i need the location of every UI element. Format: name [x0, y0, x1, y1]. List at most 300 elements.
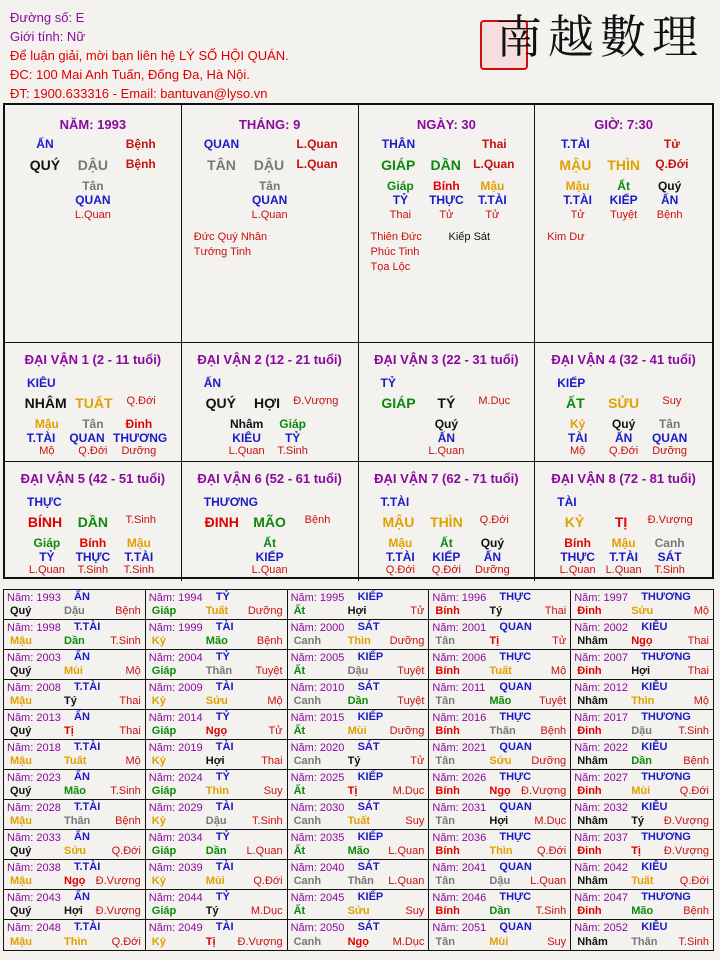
- pillar-title: GIỜ: 7:30: [594, 117, 654, 132]
- year-ten-god: THƯƠNG: [641, 651, 691, 663]
- year-stem: Nhâm: [577, 936, 608, 948]
- year-stage: Bệnh: [115, 815, 141, 827]
- year-stem: Bính: [435, 845, 460, 857]
- year-branch: Dần: [64, 635, 85, 647]
- year-cell: [429, 800, 571, 830]
- year-label: Năm: 2044: [148, 892, 203, 904]
- hidden-stage: L.Quan: [74, 209, 111, 221]
- year-stage: Thai: [119, 725, 141, 737]
- year-ten-god: THƯƠNG: [641, 891, 691, 903]
- year-stem: Tân: [435, 936, 455, 948]
- year-branch: Thìn: [347, 635, 371, 647]
- hidden-stem: Kỷ: [569, 417, 586, 431]
- hidden-stage: T.Sinh: [123, 564, 155, 576]
- ten-god: T.TÀI: [561, 137, 590, 151]
- year-label: Năm: 2010: [290, 682, 345, 694]
- hidden-row: [182, 209, 358, 221]
- year-cell: [288, 710, 430, 740]
- heavenly-stem: MẬU: [559, 157, 592, 173]
- year-ten-god: THỰC: [499, 711, 532, 723]
- year-label: Năm: 2004: [148, 652, 203, 664]
- hidden-god: T.TÀI: [26, 431, 56, 445]
- year-cell: [146, 800, 288, 830]
- earthly-branch: MÃO: [253, 514, 286, 530]
- year-stage: Dưỡng: [389, 725, 425, 737]
- year-stem: Kỷ: [151, 635, 166, 647]
- year-stage: Bệnh: [540, 725, 567, 737]
- year-cell: [146, 830, 288, 860]
- year-label: Năm: 2037: [574, 832, 628, 844]
- year-branch: Dậu: [64, 605, 85, 617]
- year-ten-god: THƯƠNG: [641, 771, 691, 783]
- year-label: Năm: 2018: [7, 742, 61, 754]
- year-branch: Mùi: [631, 785, 651, 797]
- hidden-stage: T.Sinh: [77, 564, 109, 576]
- hidden-stage: L.Quan: [559, 564, 596, 576]
- year-branch: Thân: [64, 815, 91, 827]
- hidden-stem: Ất: [263, 536, 276, 550]
- year-ten-god: T.TÀI: [74, 681, 101, 693]
- year-stem: Tân: [435, 635, 455, 647]
- hidden-row: [359, 536, 535, 550]
- year-branch: Thìn: [64, 936, 88, 948]
- earthly-branch: DẬU: [77, 157, 109, 173]
- year-cell: [571, 920, 713, 950]
- year-branch: Tý: [64, 695, 77, 707]
- year-branch: Tuất: [347, 815, 370, 827]
- year-stem: Quý: [10, 845, 32, 857]
- hidden-stem: Đinh: [125, 417, 153, 431]
- year-branch: Hợi: [631, 665, 651, 677]
- heavenly-stem: MẬU: [382, 514, 415, 530]
- year-stage: T.Sinh: [678, 936, 709, 948]
- year-ten-god: QUAN: [499, 801, 532, 813]
- pillar-cell: [359, 105, 536, 343]
- hidden-god: ẤN: [483, 550, 502, 564]
- life-stage: Tử: [663, 137, 680, 151]
- year-ten-god: TỶ: [215, 771, 230, 783]
- year-stem: Giáp: [151, 605, 177, 617]
- year-label: Năm: 2007: [574, 652, 628, 664]
- year-cell: [146, 770, 288, 800]
- year-stem: Đinh: [577, 605, 602, 617]
- hidden-stage: L.Quan: [605, 564, 642, 576]
- year-cell: [288, 920, 430, 950]
- hidden-stem: Mậu: [34, 417, 59, 431]
- year-ten-god: TỶ: [215, 651, 230, 663]
- heavenly-stem: GIÁP: [381, 395, 416, 411]
- pillar-title: THÁNG: 9: [238, 117, 301, 132]
- year-label: Năm: 2048: [7, 922, 61, 934]
- year-label: Năm: 2046: [432, 892, 487, 904]
- ten-god: QUAN: [203, 137, 240, 151]
- heavenly-stem: ĐINH: [204, 514, 239, 530]
- dai-van-cell: [5, 462, 182, 581]
- year-stage: Tuyệt: [255, 665, 283, 677]
- hidden-row: [359, 209, 535, 221]
- hidden-stage: T.Sinh: [277, 445, 308, 457]
- year-stem: Bính: [435, 725, 460, 737]
- year-ten-god: THỰC: [499, 771, 532, 783]
- year-label: Năm: 2032: [574, 802, 628, 814]
- hidden-stem: Nhâm: [229, 417, 264, 431]
- dai-van-god: T.TÀI: [380, 495, 410, 509]
- year-stage: Đ.Vượng: [663, 845, 709, 857]
- hidden-row: [5, 550, 181, 564]
- spacer: [73, 137, 113, 151]
- branch-stage: Đ.Vượng: [647, 514, 693, 526]
- year-label: Năm: 2034: [148, 832, 203, 844]
- year-branch: Sửu: [64, 845, 87, 857]
- year-cell: [288, 770, 430, 800]
- hidden-row: [359, 417, 535, 431]
- hidden-row: [359, 445, 535, 457]
- pillar-god-row: [535, 137, 712, 151]
- pillar-stem-branch-row: [359, 157, 535, 173]
- hidden-god: QUAN: [251, 193, 288, 207]
- year-ten-god: SÁT: [357, 801, 380, 813]
- header-info: [10, 8, 480, 103]
- year-label: Năm: 1994: [148, 592, 203, 604]
- year-stage: Q.Đới: [679, 785, 709, 797]
- year-label: Năm: 2014: [148, 712, 203, 724]
- gender-line: Giới tính: Nữ: [10, 29, 86, 44]
- year-cell: [429, 740, 571, 770]
- year-ten-god: KIẾP: [357, 891, 384, 903]
- year-ten-god: SÁT: [357, 621, 380, 633]
- year-stage: Mộ: [550, 665, 567, 677]
- hidden-stage: Tuyệt: [610, 209, 638, 221]
- year-stem: Bính: [435, 665, 460, 677]
- year-ten-god: TÀI: [215, 921, 234, 933]
- earthly-branch: DẦN: [77, 514, 109, 530]
- year-stem: Đinh: [577, 905, 602, 917]
- hidden-stem: Mậu: [611, 536, 636, 550]
- year-ten-god: SÁT: [357, 681, 380, 693]
- year-stem: Ất: [293, 665, 306, 677]
- year-branch: Sửu: [205, 695, 228, 707]
- year-branch: Thân: [205, 665, 233, 677]
- year-stem: Quý: [10, 665, 32, 677]
- pillar-cell: [5, 105, 182, 343]
- pillar-god-row: [5, 137, 181, 151]
- hidden-stage: Q.Đới: [385, 564, 415, 576]
- hidden-stage: T.Sinh: [654, 564, 685, 576]
- year-label: Năm: 1995: [290, 592, 345, 604]
- year-stage: Bệnh: [683, 905, 709, 917]
- hidden-god: ẤN: [660, 193, 679, 207]
- year-branch: Thìn: [631, 695, 655, 707]
- hidden-row: [182, 431, 358, 445]
- dai-van-stem-branch-row: [535, 395, 712, 411]
- year-branch: Dậu: [631, 725, 652, 737]
- dai-van-god: KIẾP: [557, 376, 586, 390]
- dai-van-cell: [5, 343, 182, 462]
- hidden-god: T.TÀI: [563, 193, 592, 207]
- hidden-row: [5, 431, 181, 445]
- pillar-title: NGÀY: 30: [416, 117, 476, 132]
- year-label: Năm: 2029: [148, 802, 203, 814]
- year-ten-god: T.TÀI: [74, 621, 101, 633]
- dai-van-title: ĐẠI VẬN 3 (22 - 31 tuổi): [374, 352, 519, 367]
- year-stem: Giáp: [151, 845, 177, 857]
- year-stem: Canh: [293, 936, 322, 948]
- hidden-god: T.TÀI: [124, 550, 154, 564]
- dai-van-title: ĐẠI VẬN 4 (32 - 41 tuổi): [551, 352, 696, 367]
- dai-van-god: ẤN: [203, 376, 222, 390]
- hidden-stem: Canh: [654, 536, 685, 550]
- hidden-stem: Giáp: [387, 179, 414, 193]
- year-stem: Canh: [293, 635, 322, 647]
- hidden-stem: Bính: [564, 536, 591, 550]
- dai-van-stem-branch-row: [182, 395, 358, 411]
- spacer: [604, 137, 644, 151]
- year-branch: Sửu: [347, 905, 370, 917]
- year-branch: Thân: [347, 875, 374, 887]
- year-ten-god: KIẾP: [357, 831, 384, 843]
- hidden-row: [535, 536, 712, 550]
- dai-van-god: TÀI: [557, 495, 577, 509]
- year-stage: Q.Đới: [111, 936, 141, 948]
- spacer: [426, 137, 466, 151]
- year-branch: Ngọ: [64, 875, 86, 887]
- hidden-god: QUAN: [69, 431, 105, 445]
- year-cell: [146, 860, 288, 890]
- hidden-row: [535, 445, 712, 457]
- year-cell: [146, 650, 288, 680]
- year-stage: Tử: [552, 635, 567, 647]
- year-stage: Bệnh: [115, 605, 141, 617]
- year-branch: Mão: [205, 635, 228, 647]
- hidden-stem: Tân: [82, 179, 104, 193]
- hidden-god: KIẾP: [609, 193, 638, 207]
- year-label: Năm: 2020: [290, 742, 345, 754]
- year-cell: [429, 830, 571, 860]
- year-ten-god: THƯƠNG: [641, 831, 691, 843]
- hidden-stem: Tân: [658, 417, 681, 431]
- year-label: Năm: 2041: [432, 862, 487, 874]
- year-branch: Dậu: [489, 875, 511, 887]
- year-ten-god: KIÊU: [641, 741, 668, 753]
- earthly-branch: TỊ: [614, 514, 628, 530]
- year-stem: Đinh: [577, 845, 602, 857]
- hidden-row: [5, 417, 181, 431]
- hidden-stem: Ất: [440, 536, 453, 550]
- year-stem: Bính: [435, 905, 460, 917]
- hidden-stem: Mậu: [565, 179, 590, 193]
- year-stage: Đ.Vượng: [95, 875, 141, 887]
- dai-van-cell: [535, 343, 712, 462]
- year-cell: [571, 680, 713, 710]
- branch-stage: Q.Đới: [479, 514, 509, 526]
- dai-van-god: TỶ: [380, 376, 396, 390]
- year-stage: Q.Đới: [253, 875, 283, 887]
- year-stage: Mộ: [267, 695, 283, 707]
- year-label: Năm: 2051: [432, 922, 487, 934]
- year-branch: Mùi: [64, 665, 83, 677]
- dai-van-god: THƯƠNG: [203, 495, 258, 509]
- year-cell: [429, 710, 571, 740]
- year-stem: Canh: [293, 875, 322, 887]
- hidden-stage: Q.Đới: [431, 564, 461, 576]
- year-ten-god: TÀI: [215, 681, 234, 693]
- hidden-stem: Quý: [480, 536, 505, 550]
- year-cell: [571, 890, 713, 920]
- year-stem: Mậu: [10, 755, 32, 767]
- hidden-row: [535, 193, 712, 207]
- year-ten-god: TỶ: [215, 591, 230, 603]
- year-label: Năm: 2039: [148, 862, 203, 874]
- year-stage: M.Dục: [392, 936, 425, 948]
- hidden-stage: Dưỡng: [474, 564, 510, 576]
- hidden-row: [5, 445, 181, 457]
- hidden-row: [359, 179, 535, 193]
- hidden-stage: Tử: [570, 209, 585, 221]
- year-ten-god: THỰC: [499, 591, 532, 603]
- year-cell: [429, 770, 571, 800]
- hidden-row: [182, 193, 358, 207]
- year-ten-god: THỰC: [499, 831, 532, 843]
- year-branch: Tị: [347, 785, 358, 797]
- year-branch: Mùi: [205, 875, 225, 887]
- year-stem: Ất: [293, 605, 306, 617]
- year-stage: L.Quan: [246, 845, 283, 857]
- year-stage: Tuyệt: [539, 695, 567, 707]
- year-stage: Bệnh: [256, 635, 283, 647]
- hidden-row: [535, 417, 712, 431]
- hidden-stage: Q.Đới: [609, 445, 639, 457]
- year-stage: Thai: [687, 635, 709, 647]
- hidden-stage: Dưỡng: [121, 445, 157, 457]
- hidden-stem: Bính: [433, 179, 460, 193]
- year-ten-god: TỶ: [215, 711, 230, 723]
- hidden-god: THỰC: [429, 193, 464, 207]
- dai-van-god: THỰC: [27, 495, 62, 509]
- year-ten-god: SÁT: [357, 861, 380, 873]
- dai-van-title: ĐẠI VẬN 1 (2 - 11 tuổi): [24, 352, 162, 367]
- year-branch: Ngọ: [205, 725, 228, 737]
- year-stem: Canh: [293, 815, 322, 827]
- year-branch: Hợi: [347, 605, 367, 617]
- year-cell: [429, 590, 571, 620]
- year-cell: [4, 830, 146, 860]
- heavenly-stem: KỶ: [564, 514, 585, 530]
- earthly-branch: TUẤT: [75, 395, 113, 411]
- year-stem: Mậu: [10, 875, 32, 887]
- hidden-stem: Ất: [617, 179, 630, 193]
- year-stem: Kỷ: [151, 936, 166, 948]
- year-label: Năm: 2023: [7, 772, 61, 784]
- year-label: Năm: 2009: [148, 682, 203, 694]
- four-pillars-grid: [3, 103, 714, 579]
- hidden-stem: Giáp: [33, 536, 61, 550]
- year-branch: Mão: [489, 695, 512, 707]
- year-label: Năm: 2033: [7, 832, 61, 844]
- hidden-row: [182, 179, 358, 193]
- year-ten-god: QUAN: [499, 861, 532, 873]
- year-ten-god: QUAN: [499, 921, 532, 933]
- year-stage: M.Dục: [250, 905, 283, 917]
- year-stem: Ất: [293, 725, 306, 737]
- annual-luck-table: [3, 589, 714, 951]
- hidden-stage: Bệnh: [656, 209, 683, 221]
- life-stage: Thai: [481, 137, 507, 151]
- hidden-stem: Quý: [434, 417, 459, 431]
- year-label: Năm: 2027: [574, 772, 628, 784]
- hidden-stage: Thai: [389, 209, 412, 221]
- year-label: Năm: 2026: [432, 772, 487, 784]
- hidden-god: TỶ: [392, 193, 409, 207]
- pillar-title: NĂM: 1993: [59, 117, 127, 132]
- year-ten-god: ẤN: [74, 591, 90, 603]
- year-branch: Tuất: [64, 755, 87, 767]
- pillar-god-row: [359, 137, 535, 151]
- dai-van-title: ĐẠI VẬN 2 (12 - 21 tuổi): [197, 352, 342, 367]
- hidden-god: THỰC: [560, 550, 595, 564]
- year-label: Năm: 2025: [290, 772, 345, 784]
- earthly-branch: HỢI: [254, 395, 280, 411]
- year-stem: Quý: [10, 785, 32, 797]
- branch-stage: L.Quan: [473, 157, 515, 171]
- year-ten-god: KIÊU: [641, 801, 668, 813]
- hidden-row: [5, 193, 181, 207]
- year-cell: [571, 620, 713, 650]
- year-ten-god: THỰC: [499, 651, 532, 663]
- year-stem: Mậu: [10, 936, 32, 948]
- hidden-stage: Tử: [485, 209, 500, 221]
- year-stage: Đ.Vượng: [521, 785, 567, 797]
- year-stage: Tử: [410, 605, 425, 617]
- year-stage: Suy: [263, 785, 283, 797]
- earthly-branch: DẬU: [253, 157, 285, 173]
- hidden-stem: Mậu: [480, 179, 505, 193]
- dai-van-god: KIÊU: [27, 376, 56, 390]
- year-ten-god: T.TÀI: [74, 861, 101, 873]
- year-stage: Tuyệt: [397, 665, 425, 677]
- year-cell: [571, 830, 713, 860]
- hidden-god: TỶ: [39, 550, 55, 564]
- earthly-branch: SỬU: [608, 395, 640, 411]
- hidden-god: THỰC: [75, 550, 111, 564]
- year-stage: Đ.Vượng: [663, 815, 709, 827]
- year-label: Năm: 1999: [148, 622, 203, 634]
- year-ten-god: SÁT: [357, 921, 380, 933]
- year-cell: [429, 680, 571, 710]
- year-stem: Bính: [435, 605, 460, 617]
- pillar-cell: [535, 105, 712, 343]
- year-branch: Thân: [631, 936, 658, 948]
- hidden-row: [359, 564, 535, 576]
- year-cell: [571, 710, 713, 740]
- year-cell: [4, 650, 146, 680]
- year-stage: Q.Đới: [536, 845, 567, 857]
- hidden-stage: L.Quan: [28, 564, 65, 576]
- year-label: Năm: 2011: [432, 682, 486, 694]
- year-stem: Đinh: [577, 725, 602, 737]
- year-stem: Nhâm: [577, 875, 608, 887]
- hidden-stem: Quý: [611, 417, 636, 431]
- branch-stage: Q.Đới: [126, 395, 156, 407]
- year-branch: Tuất: [631, 875, 654, 887]
- hidden-row: [5, 564, 181, 576]
- hidden-stage: Q.Đới: [78, 445, 108, 457]
- hidden-stem: Bính: [79, 536, 107, 550]
- dai-van-stem-branch-row: [5, 514, 181, 530]
- year-stem: Canh: [293, 695, 322, 707]
- year-cell: [288, 650, 430, 680]
- branch-stage: Bệnh: [125, 157, 156, 171]
- year-stem: Bính: [435, 785, 460, 797]
